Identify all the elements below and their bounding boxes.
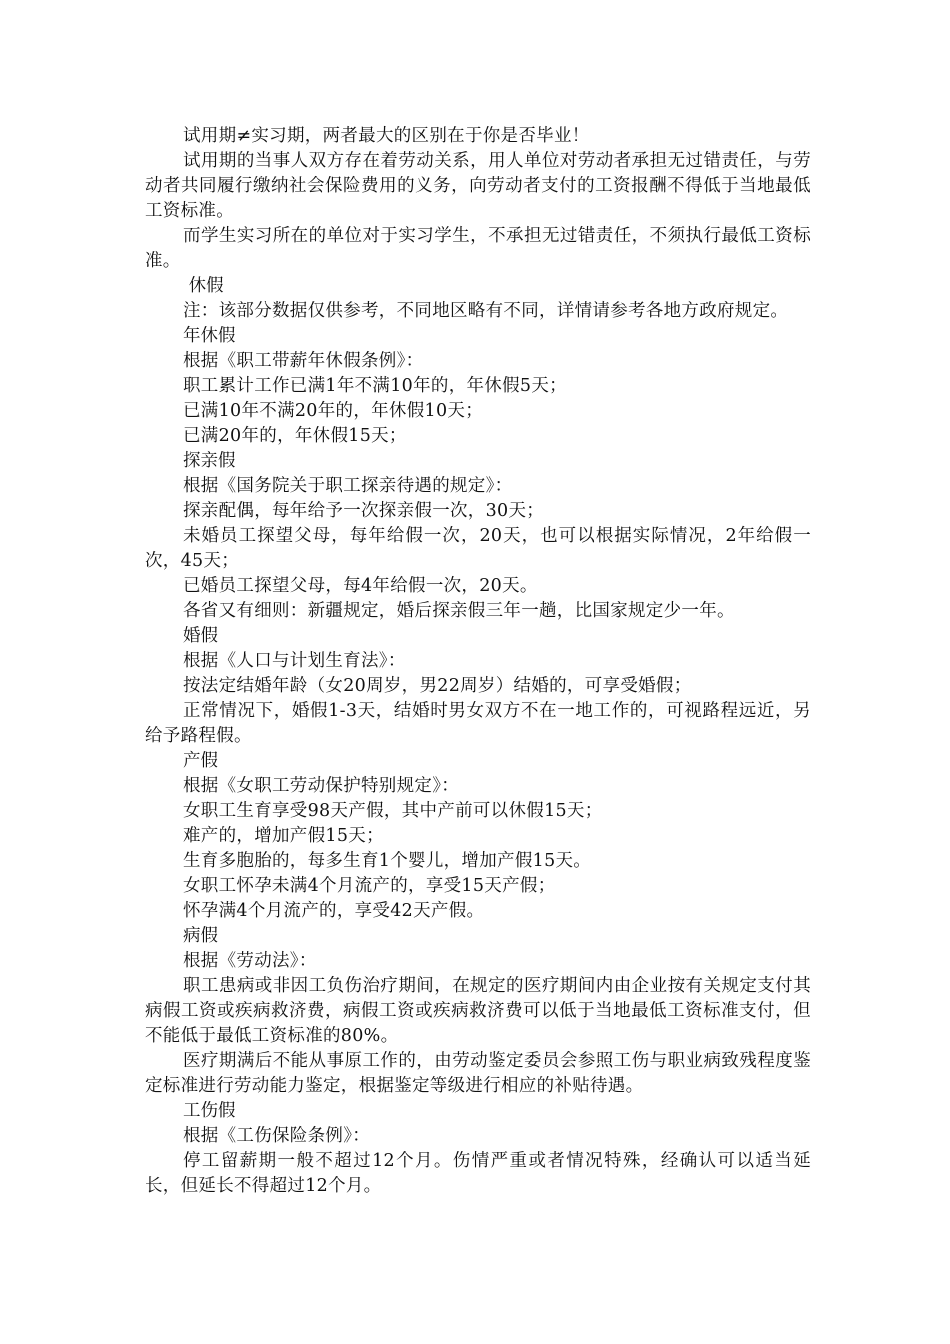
- paragraph-work-injury-basis: 根据《工伤保险条例》：: [183, 1126, 371, 1146]
- paragraph-home-leave-4: 各省又有细则：新疆规定，婚后探亲假三年一趟，比国家规定少一年。: [183, 601, 735, 621]
- section-heading-work-injury-leave: 工伤假: [183, 1101, 236, 1121]
- paragraph-annual-leave-basis: 根据《职工带薪年休假条例》：: [183, 351, 424, 371]
- paragraph-probation-relationship: 试用期的当事人双方存在着劳动关系，用人单位对劳动者承担无过错责任，与劳动者共同履行缴纳社会保险费用的义务，向劳动者支付的工资报酬不得低于当地最低工资标准。: [145, 151, 811, 221]
- paragraph-maternity-leave-1: 女职工生育享受98天产假，其中产前可以休假15天；: [183, 801, 603, 821]
- paragraph-marriage-leave-1: 按法定结婚年龄（女20周岁，男22周岁）结婚的，可享受婚假；: [183, 676, 692, 696]
- paragraph-marriage-leave-2: 正常情况下，婚假1-3天，结婚时男女双方不在一地工作的，可视路程远近，另给予路程假。: [145, 701, 811, 746]
- paragraph-home-leave-1: 探亲配偶，每年给予一次探亲假一次，30天；: [183, 501, 545, 521]
- paragraph-sick-leave-2: 医疗期满后不能从事原工作的，由劳动鉴定委员会参照工伤与职业病致残程度鉴定标准进行劳动能力鉴定，根据鉴定等级进行相应的补贴待遇。: [145, 1051, 811, 1096]
- document-body: [145, 124, 811, 1199]
- paragraph-marriage-leave-basis: 根据《人口与计划生育法》：: [183, 651, 406, 671]
- paragraph-sick-leave-1: 职工患病或非因工负伤治疗期间，在规定的医疗期间内由企业按有关规定支付其病假工资或疾病救济费，病假工资或疾病救济费可以低于当地最低工资标准支付，但不能低于最低工资标准的80%。: [145, 976, 811, 1046]
- paragraph-maternity-leave-3: 生育多胞胎的，每多生育1个婴儿，增加产假15天。: [183, 851, 592, 871]
- paragraph-internship-unit: 而学生实习所在的单位对于实习学生，不承担无过错责任，不须执行最低工资标准。: [145, 226, 811, 271]
- section-heading-maternity-leave: 产假: [183, 751, 218, 771]
- paragraph-home-leave-3: 已婚员工探望父母，每4年给假一次，20天。: [183, 576, 538, 596]
- paragraph-home-leave-2: 未婚员工探望父母，每年给假一次，20天，也可以根据实际情况，2年给假一次，45天；: [145, 526, 811, 571]
- section-heading-annual-leave: 年休假: [183, 326, 236, 346]
- paragraph-annual-leave-1: 职工累计工作已满1年不满10年的，年休假5天；: [183, 376, 567, 396]
- paragraph-maternity-leave-basis: 根据《女职工劳动保护特别规定》：: [183, 776, 460, 796]
- paragraph-probation-vs-internship: 试用期≠实习期，两者最大的区别在于你是否毕业！: [183, 126, 590, 146]
- section-heading-leave: 休假: [183, 276, 224, 296]
- section-heading-marriage-leave: 婚假: [183, 626, 218, 646]
- paragraph-maternity-leave-5: 怀孕满4个月流产的，享受42天产假。: [183, 901, 485, 921]
- paragraph-maternity-leave-2: 难产的，增加产假15天；: [183, 826, 384, 846]
- paragraph-maternity-leave-4: 女职工怀孕未满4个月流产的，享受15天产假；: [183, 876, 556, 896]
- section-heading-home-leave: 探亲假: [183, 451, 236, 471]
- paragraph-annual-leave-2: 已满10年不满20年的，年休假10天；: [183, 401, 484, 421]
- paragraph-note: 注：该部分数据仅供参考，不同地区略有不同，详情请参考各地方政府规定。: [183, 301, 789, 321]
- paragraph-work-injury-1: 停工留薪期一般不超过12个月。伤情严重或者情况特殊，经确认可以适当延长，但延长不得超过12个月。: [145, 1151, 811, 1196]
- paragraph-sick-leave-basis: 根据《劳动法》：: [183, 951, 317, 971]
- paragraph-annual-leave-3: 已满20年的，年休假15天；: [183, 426, 407, 446]
- section-heading-sick-leave: 病假: [183, 926, 218, 946]
- paragraph-home-leave-basis: 根据《国务院关于职工探亲待遇的规定》：: [183, 476, 513, 496]
